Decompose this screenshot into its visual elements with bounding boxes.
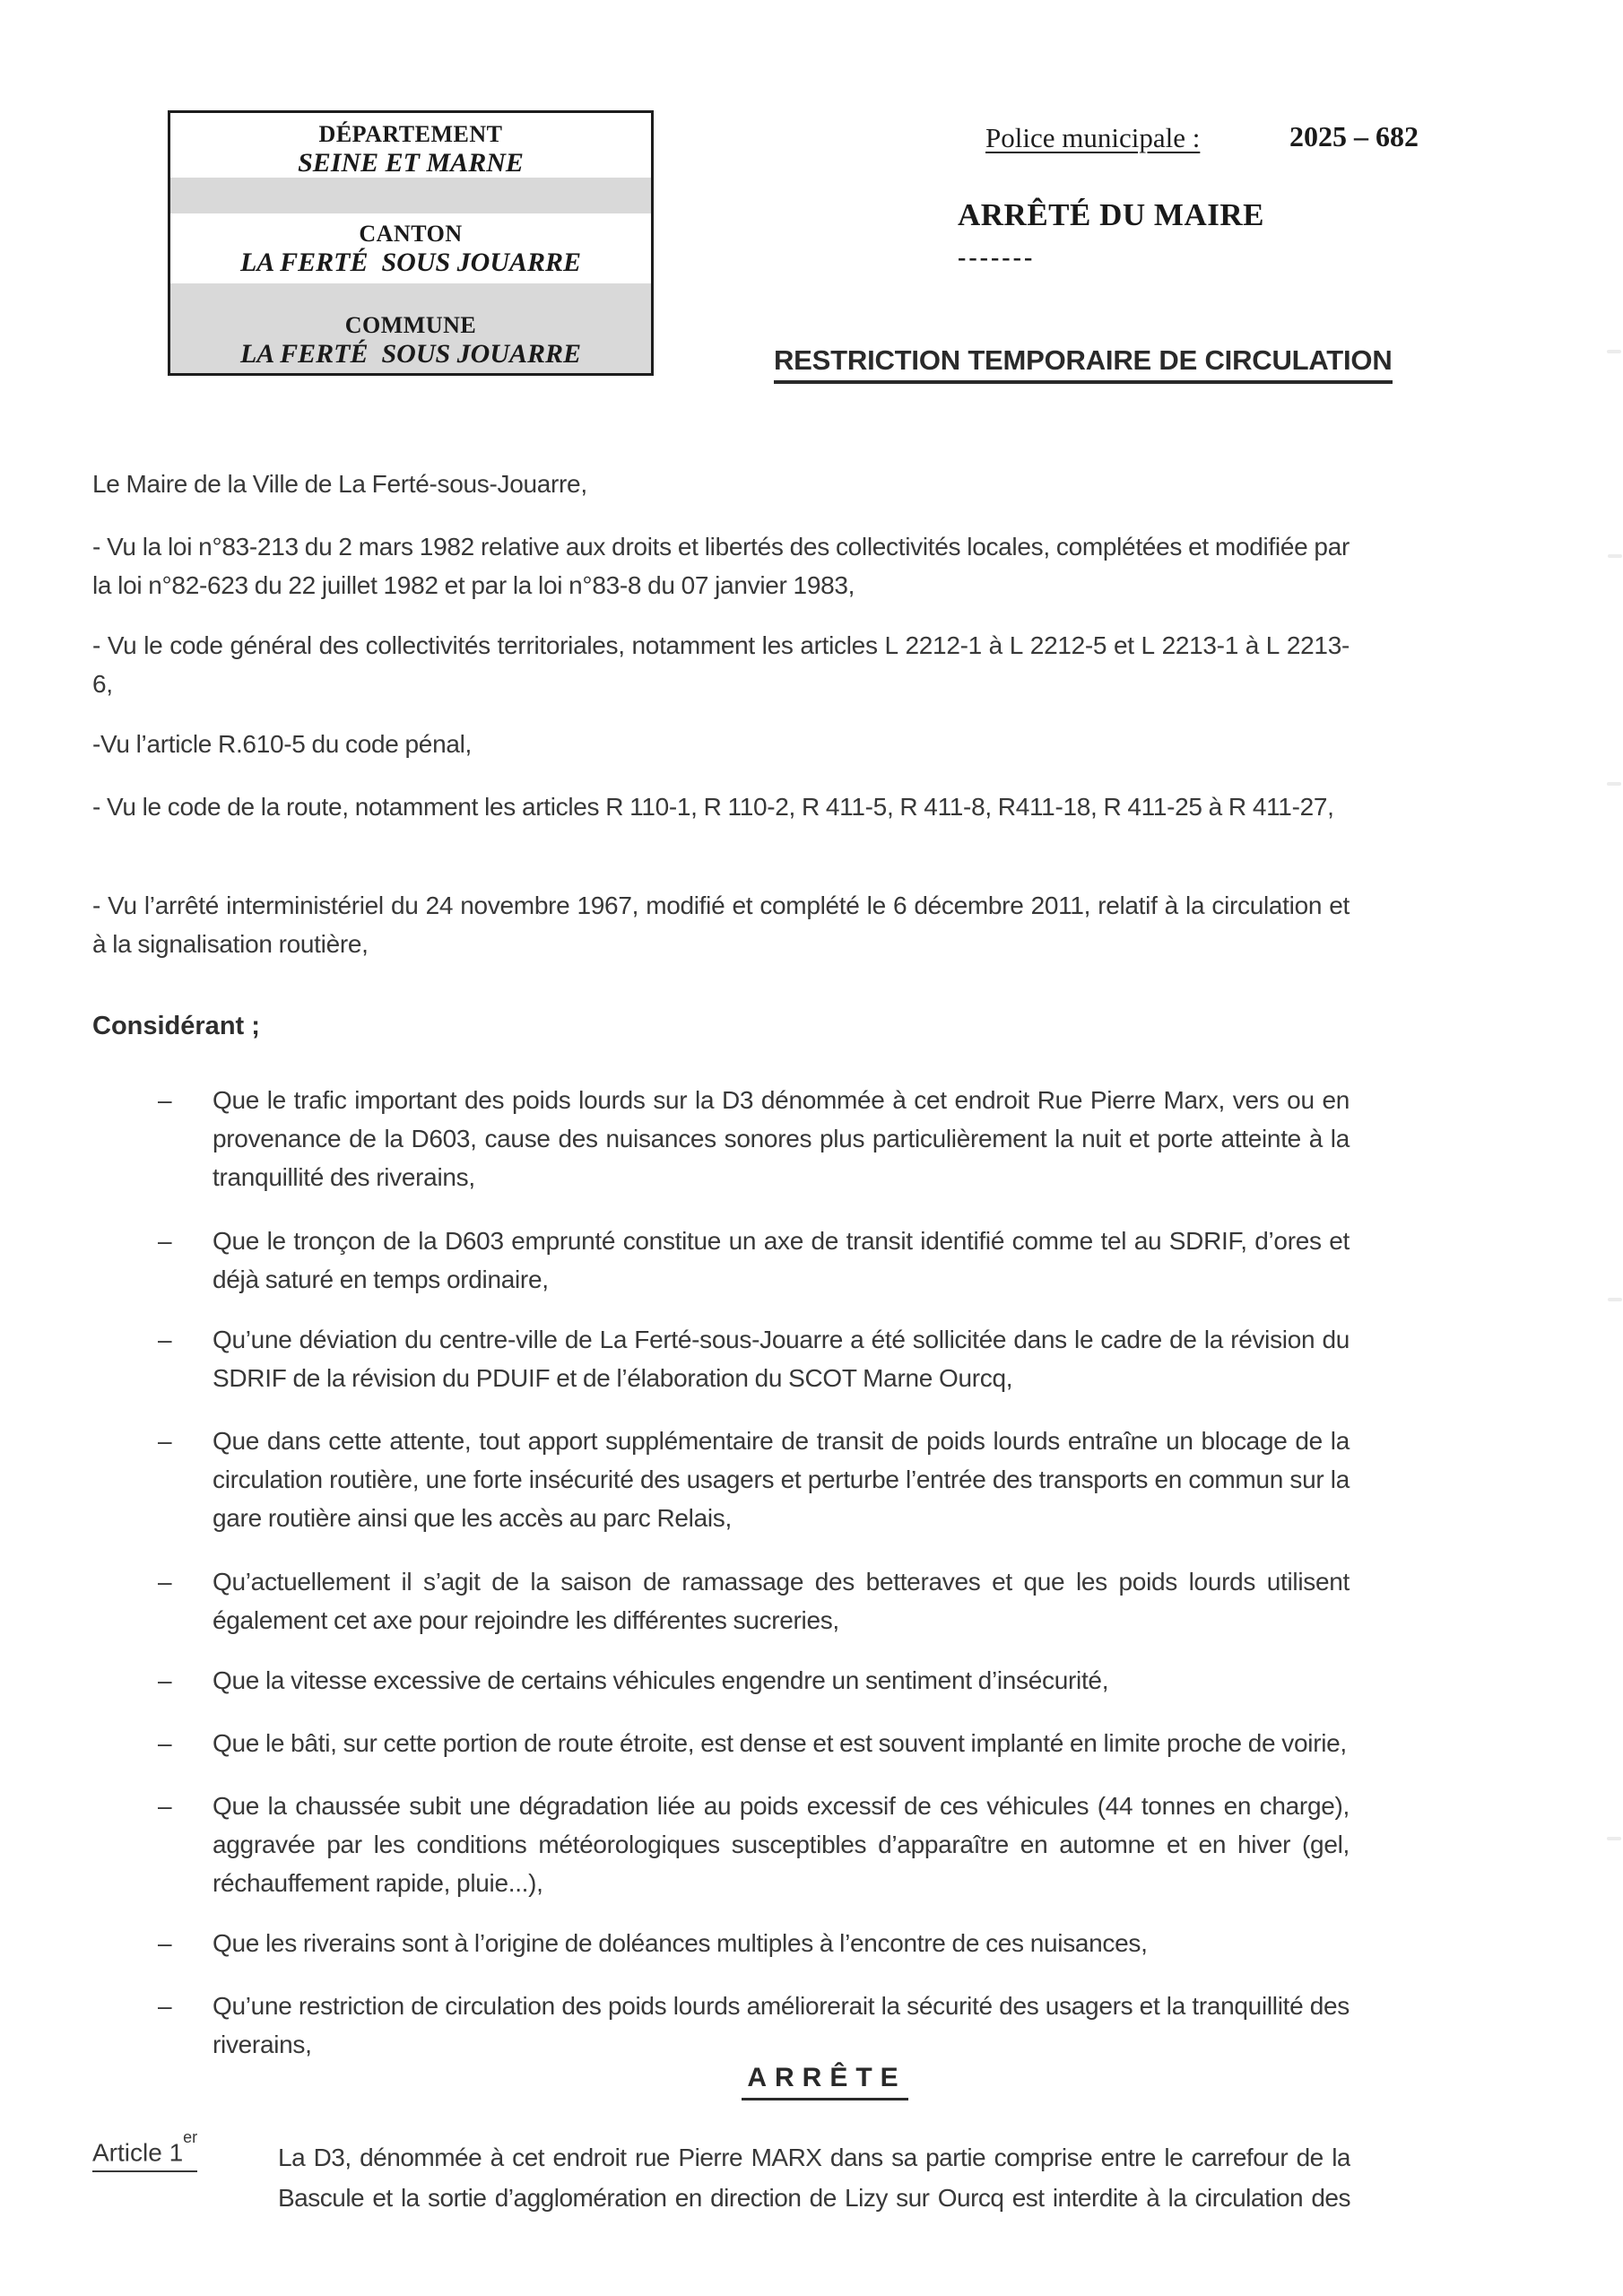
- considerant-item: Que le bâti, sur cette portion de route étroite, est dense et est souvent implanté en limite proche de voirie,: [213, 1729, 1347, 1757]
- canton-label: CANTON: [359, 221, 463, 247]
- bullet-dash: –: [158, 1227, 172, 1255]
- letterhead-canton: [170, 213, 651, 283]
- considerant-item: Que la vitesse excessive de certains véhicules engendre un sentiment d’insécurité,: [213, 1666, 1109, 1694]
- scan-artifact: [1607, 1837, 1621, 1840]
- letterhead-box: [168, 110, 654, 376]
- letterhead-departement: [170, 113, 651, 178]
- visa-paragraph: - Vu le code général des collectivités territoriales, notamment les articles L 2212-1 à L 2212-5 et L 2213-1 à L 2213-6,: [92, 631, 1350, 698]
- arrete-heading: [735, 2063, 915, 2100]
- bullet-dash: –: [158, 1792, 172, 1820]
- considerant-item: Qu’actuellement il s’agit de la saison de ramassage des betteraves et que les poids lourds utilisent également cet axe pour rejoindre les différentes sucreries,: [213, 1568, 1350, 1634]
- bullet-dash: –: [158, 1929, 172, 1957]
- bullet-dash: –: [158, 1729, 172, 1757]
- article-1-label-text: Article 1: [92, 2138, 184, 2167]
- document-title: RESTRICTION TEMPORAIRE DE CIRCULATION: [774, 344, 1393, 384]
- scan-artifact: [1608, 1298, 1622, 1301]
- departement-value: SEINE ET MARNE: [298, 148, 524, 178]
- considerant-item: Que le trafic important des poids lourds sur la D3 dénommée à cet endroit Rue Pierre Marx, vers ou en provenance de la D603, cause des nuisances sonores plus particulièrement la nuit et porte atteinte à la tranquillité des riverains,: [213, 1086, 1350, 1191]
- service-label: Police municipale :: [985, 122, 1201, 153]
- article-1-label: [92, 2128, 198, 2172]
- scan-artifact: [1607, 350, 1621, 353]
- considerant-item: Que le tronçon de la D603 emprunté constitue un axe de transit identifié comme tel au SDRIF, d’ores et déjà saturé en temps ordinaire,: [213, 1227, 1350, 1293]
- opening-line: Le Maire de la Ville de La Ferté-sous-Jouarre,: [92, 470, 587, 498]
- letterhead-commune: [170, 283, 651, 373]
- dash-separator: -------: [958, 244, 1036, 272]
- scan-artifact: [1607, 782, 1621, 786]
- departement-label: DÉPARTEMENT: [318, 121, 503, 147]
- canton-value: LA FERTÉ SOUS JOUARRE: [239, 248, 582, 277]
- considerant-item: Qu’une restriction de circulation des poids lourds améliorerait la sécurité des usagers et la tranquillité des riverains,: [213, 1992, 1350, 2058]
- commune-value: LA FERTÉ SOUS JOUARRE: [239, 339, 582, 369]
- considerant-item: Que la chaussée subit une dégradation liée au poids excessif de ces véhicules (44 tonnes en charge), aggravée par les conditions météorologiques susceptibles d’apparaître en automne et en hiver (gel, réchauffement rapide, pluie...),: [213, 1792, 1350, 1897]
- considerant-item: Que les riverains sont à l’origine de doléances multiples à l’encontre de ces nuisances,: [213, 1929, 1148, 1957]
- bullet-dash: –: [158, 1086, 172, 1114]
- considerant-item: Qu’une déviation du centre-ville de La Ferté-sous-Jouarre a été sollicitée dans le cadre de la révision du SDRIF de la révision du PDUIF et de l’élaboration du SCOT Marne Ourcq,: [213, 1326, 1350, 1392]
- bullet-dash: –: [158, 1666, 172, 1694]
- visa-paragraph: - Vu le code de la route, notamment les articles R 110-1, R 110-2, R 411-5, R 411-8, R411-18, R 411-25 à R 411-27,: [92, 793, 1334, 821]
- doc-type: ARRÊTÉ DU MAIRE: [958, 197, 1264, 232]
- bullet-dash: –: [158, 1427, 172, 1455]
- bullet-dash: –: [158, 1326, 172, 1353]
- letterhead-gray-band: [170, 178, 651, 213]
- article-1-label-sup: er: [183, 2128, 198, 2146]
- bullet-dash: –: [158, 1992, 172, 2020]
- commune-label: COMMUNE: [344, 312, 477, 338]
- article-1-text: La D3, dénommée à cet endroit rue Pierre MARX dans sa partie comprise entre le carrefour de la Bascule et la sortie d’agglomération en direction de Lizy sur Ourcq est interdite à la circulation des: [278, 2144, 1350, 2212]
- scan-artifact: [1608, 554, 1622, 558]
- reference-number: 2025 – 682: [1289, 120, 1419, 152]
- considerant-heading: Considérant ;: [92, 1012, 260, 1040]
- visa-paragraph: -Vu l’article R.610-5 du code pénal,: [92, 730, 473, 758]
- visa-paragraph: - Vu l’arrêté interministériel du 24 novembre 1967, modifié et complété le 6 décembre 2011, relatif à la circulation et à la signalisation routière,: [92, 891, 1350, 958]
- arrete-heading-text: ARRÊTE: [742, 2063, 907, 2100]
- bullet-dash: –: [158, 1568, 172, 1596]
- considerant-item: Que dans cette attente, tout apport supplémentaire de transit de poids lourds entraîne un blocage de la circulation routière, une forte insécurité des usagers et perturbe l’entrée des transports en commun sur la gare routière ainsi que les accès au parc Relais,: [213, 1427, 1350, 1532]
- visa-paragraph: - Vu la loi n°83-213 du 2 mars 1982 relative aux droits et libertés des collectivités locales, complétées et modifiée par la loi n°82-623 du 22 juillet 1982 et par la loi n°83-8 du 07 janvier 1983,: [92, 533, 1350, 599]
